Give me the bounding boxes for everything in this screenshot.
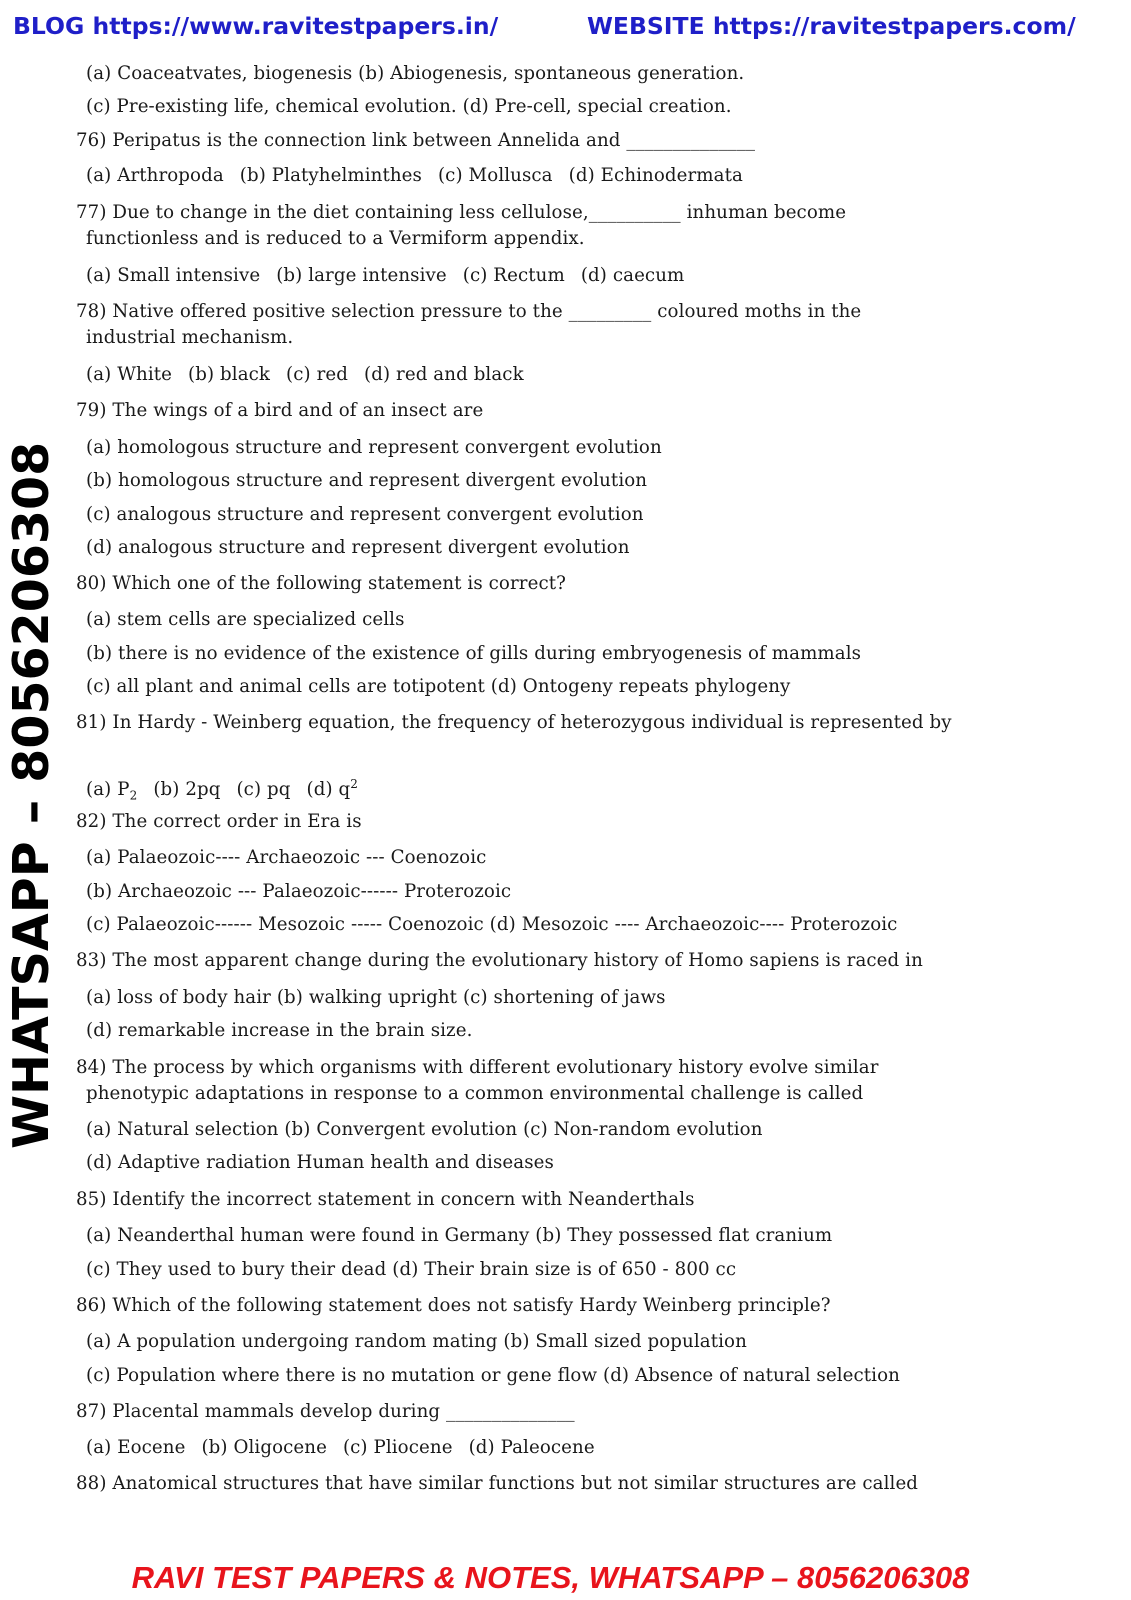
option-d: (d) Echinodermata bbox=[568, 165, 743, 186]
option-a: (a) Eocene bbox=[86, 1437, 186, 1458]
whatsapp-sidebar: WHATSAPP – 8056206308 bbox=[3, 441, 60, 1149]
q88-text: 88) Anatomical structures that have similar functions but not similar structures are called bbox=[76, 1473, 919, 1494]
website-link[interactable]: WEBSITE https://ravitestpapers.com/ bbox=[587, 12, 1076, 40]
q77-text: 77) Due to change in the diet containing less cellulose,__________ inhuman become bbox=[76, 202, 847, 223]
q81-options bbox=[86, 773, 374, 807]
q84-options-abc: (a) Natural selection (b) Convergent evolution (c) Non-random evolution bbox=[86, 1119, 763, 1140]
q76-options bbox=[86, 165, 759, 187]
q82-option-b: (b) Archaeozoic --- Palaeozoic------ Proterozoic bbox=[86, 881, 512, 902]
option-d: (d) $q^2$ bbox=[306, 777, 359, 801]
option-b: (b) 2pq bbox=[153, 779, 221, 801]
q80-text: 80) Which one of the following statement is correct? bbox=[76, 573, 566, 594]
q87-options bbox=[86, 1437, 611, 1459]
q79-option-c: (c) analogous structure and represent convergent evolution bbox=[86, 504, 644, 525]
option-a: (a) $P_2$ bbox=[86, 779, 138, 803]
q75-options-cd: (c) Pre-existing life, chemical evolution. (d) Pre-cell, special creation. bbox=[86, 96, 732, 117]
q83-text: 83) The most apparent change during the evolutionary history of Homo sapiens is raced in bbox=[76, 950, 923, 971]
q81-text: 81) In Hardy - Weinberg equation, the frequency of heterozygous individual is represented by bbox=[76, 712, 952, 733]
option-b: (b) Platyhelminthes bbox=[239, 165, 422, 186]
option-b: (b) black bbox=[188, 364, 271, 385]
q78-text: 78) Native offered positive selection pressure to the _________ coloured moths in the bbox=[76, 301, 862, 322]
option-c: (c) red bbox=[286, 364, 349, 385]
q78-options bbox=[86, 364, 540, 386]
q83-options-abc: (a) loss of body hair (b) walking upright (c) shortening of jaws bbox=[86, 987, 666, 1008]
q79-option-d: (d) analogous structure and represent divergent evolution bbox=[86, 537, 630, 558]
option-c: (c) pq bbox=[236, 779, 291, 801]
option-b: (b) large intensive bbox=[276, 265, 447, 286]
q87-text: 87) Placental mammals develop during ______________ bbox=[76, 1401, 575, 1422]
option-b: (b) Oligocene bbox=[201, 1437, 327, 1458]
option-c: (c) Rectum bbox=[462, 265, 565, 286]
q75-options-ab: (a) Coaceatvates, biogenesis (b) Abiogenesis, spontaneous generation. bbox=[86, 63, 745, 84]
q82-option-a: (a) Palaeozoic---- Archaeozoic --- Coenozoic bbox=[86, 847, 487, 868]
q80-option-b: (b) there is no evidence of the existence of gills during embryogenesis of mammals bbox=[86, 643, 862, 664]
q85-options-cd: (c) They used to bury their dead (d) Their brain size is of 650 - 800 cc bbox=[86, 1259, 737, 1280]
blog-link[interactable]: BLOG https://www.ravitestpapers.in/ bbox=[13, 12, 499, 40]
q80-option-a: (a) stem cells are specialized cells bbox=[86, 609, 405, 630]
q82-options-cd: (c) Palaeozoic------ Mesozoic ----- Coenozoic (d) Mesozoic ---- Archaeozoic---- Proterozoic bbox=[86, 914, 898, 935]
option-a: (a) Small intensive bbox=[86, 265, 261, 286]
q77-options bbox=[86, 265, 700, 287]
footer-banner bbox=[0, 1560, 1131, 1596]
option-d: (d) red and black bbox=[364, 364, 524, 385]
q86-text: 86) Which of the following statement does not satisfy Hardy Weinberg principle? bbox=[76, 1295, 831, 1316]
q79-option-b: (b) homologous structure and represent divergent evolution bbox=[86, 470, 648, 491]
q76-text: 76) Peripatus is the connection link between Annelida and ______________ bbox=[76, 130, 756, 151]
q79-text: 79) The wings of a bird and of an insect are bbox=[76, 400, 484, 421]
option-c: (c) Mollusca bbox=[437, 165, 553, 186]
q84-option-d: (d) Adaptive radiation Human health and diseases bbox=[86, 1152, 554, 1173]
q80-options-cd: (c) all plant and animal cells are totipotent (d) Ontogeny repeats phylogeny bbox=[86, 676, 791, 697]
q79-option-a: (a) homologous structure and represent convergent evolution bbox=[86, 437, 662, 458]
q85-text: 85) Identify the incorrect statement in concern with Neanderthals bbox=[76, 1189, 695, 1210]
q85-options-ab: (a) Neanderthal human were found in Germany (b) They possessed flat cranium bbox=[86, 1225, 833, 1246]
q77-text-cont: functionless and is reduced to a Vermiform appendix. bbox=[86, 228, 585, 249]
q83-option-d: (d) remarkable increase in the brain size. bbox=[86, 1020, 473, 1041]
option-c: (c) Pliocene bbox=[342, 1437, 453, 1458]
footer-text: RAVI TEST PAPERS & NOTES, WHATSAPP – 8056206308 bbox=[131, 1560, 970, 1595]
q84-text-cont: phenotypic adaptations in response to a common environmental challenge is called bbox=[86, 1083, 864, 1104]
option-a: (a) Arthropoda bbox=[86, 165, 224, 186]
q86-options-cd: (c) Population where there is no mutation or gene flow (d) Absence of natural selection bbox=[86, 1365, 900, 1386]
option-a: (a) White bbox=[86, 364, 173, 385]
option-d: (d) Paleocene bbox=[468, 1437, 595, 1458]
q78-text-cont: industrial mechanism. bbox=[86, 327, 294, 348]
q86-options-ab: (a) A population undergoing random mating (b) Small sized population bbox=[86, 1331, 747, 1352]
q84-text: 84) The process by which organisms with different evolutionary history evolve similar bbox=[76, 1057, 879, 1078]
option-d: (d) caecum bbox=[580, 265, 685, 286]
q82-text: 82) The correct order in Era is bbox=[76, 811, 362, 832]
